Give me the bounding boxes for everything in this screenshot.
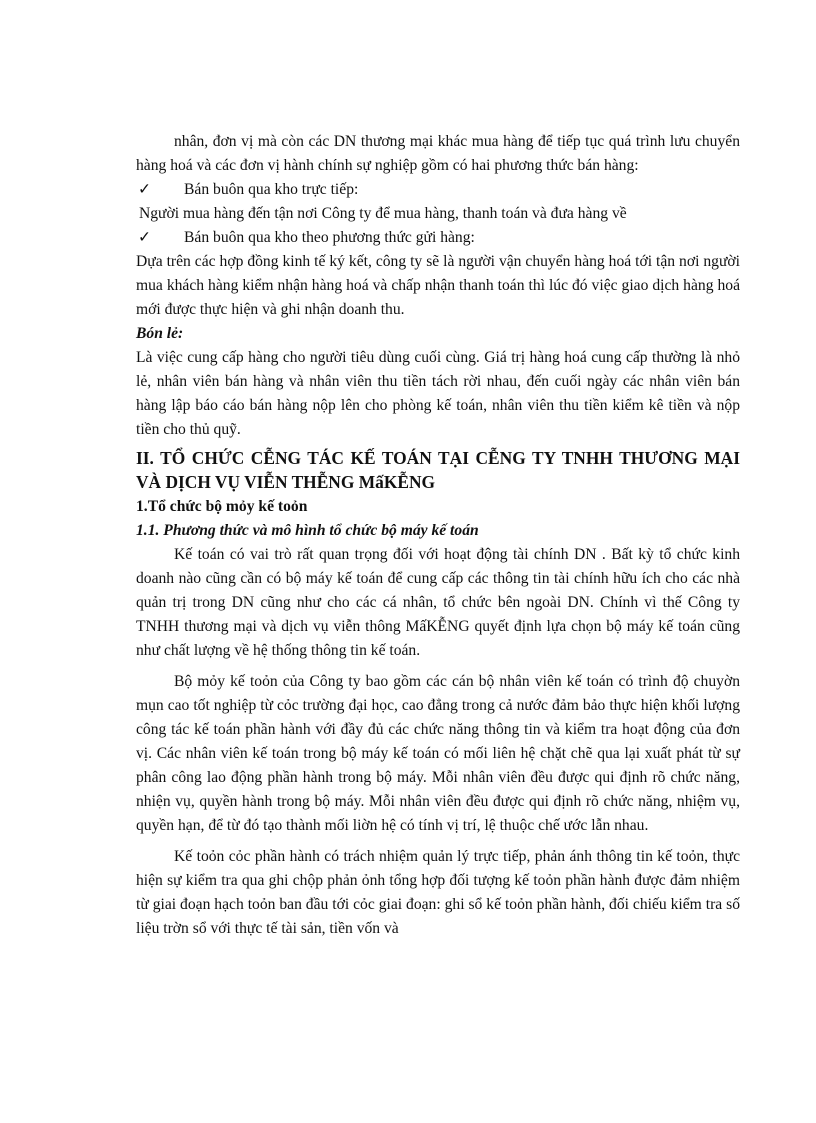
bullet-text: Bán buôn qua kho trực tiếp:: [184, 181, 359, 198]
bullet-item-direct-wholesale: [136, 178, 740, 202]
retail-label: Bón lẻ:: [136, 325, 184, 342]
bullet-text: Bán buôn qua kho theo phương thức gửi hàng:: [184, 229, 475, 246]
paragraph-accounting-role: Kế toán có vai trò rất quan trọng đối với hoạt động tài chính DN . Bất kỳ tổ chức kinh doanh nào cũng cần có bộ máy kế toán để cung cấp các thông tin tài chính hữu ích cho các nhà quản trị trong DN cũng như cho các cá nhân, tổ chức bên ngoài DN. Chính vì thế Công ty TNHH thương mại và dịch vụ viễn thông MấKỄNG quyết định lựa chọn bộ máy kế toán cũng như chất lượng về hệ thống thông tin kế toán.: [136, 546, 740, 659]
paragraph-accounting-staff: Bộ mỏy kế toỏn của Công ty bao gồm các cán bộ nhân viên kế toán có trình độ chuyờn mụn cao tốt nghiệp từ cỏc trường đại học, cao đẳng trong cả nước đảm bảo thực hiện khối lượng công tác kế toán phần hành với đầy đủ các chức năng thông tin và kiểm tra hoạt động của đơn vị. Các nhân viên kế toán trong bộ máy kế toán có mối liên hệ chặt chẽ qua lại xuất phát từ sự phân công lao động phần hành trong bộ máy. Mỗi nhân viên đều được qui định rõ chức năng, nhiện vụ, quyền hành trong bộ máy. Mỗi nhân viên đều được qui định rõ chức năng, nhiệm vụ, quyền hạn, để từ đó tạo thành mối liờn hệ có tính vị trí, lệ thuộc chế ước lẫn nhau.: [136, 673, 740, 834]
subheading-accounting-organization: 1.Tổ chức bộ mỏy kế toỏn: [136, 498, 308, 515]
paragraph-accounting-duties: Kế toỏn cỏc phần hành có trách nhiệm quản lý trực tiếp, phản ánh thông tin kế toỏn, thực hiện sự kiểm tra qua ghi chộp phản ỏnh tổng hợp đối tượng kế toỏn phần hành được đảm nhiệm từ giai đoạn hạch toỏn ban đầu tới cỏc giai đoạn: ghi sổ kế toỏn phần hành, đối chiếu kiểm tra số liệu trờn sổ với thực tế tài sản, tiền vốn và: [136, 848, 740, 937]
section-heading: II. TỔ CHỨC CỄNG TÁC KẾ TOÁN TẠI CỄNG TY TNHH THƯƠNG MẠI VÀ DỊCH VỤ VIỄN THỄNG MấKỄNG: [136, 448, 740, 492]
paragraph-intro: nhân, đơn vị mà còn các DN thương mại khác mua hàng để tiếp tục quá trình lưu chuyển hàng hoá và các đơn vị hành chính sự nghiệp gồm có hai phương thức bán hàng:: [136, 133, 740, 174]
subheading-accounting-model: 1.1. Phương thức và mô hình tổ chức bộ máy kế toán: [136, 522, 479, 539]
paragraph-direct-wholesale: Người mua hàng đến tận nơi Công ty để mua hàng, thanh toán và đưa hàng về: [139, 205, 627, 222]
checkmark-icon: ✓: [138, 181, 152, 198]
document-page: [136, 130, 740, 941]
paragraph-retail: Là việc cung cấp hàng cho người tiêu dùng cuối cùng. Giá trị hàng hoá cung cấp thường là nhỏ lẻ, nhân viên bán hàng và nhân viên thu tiền tách rời nhau, đến cuối ngày các nhân viên bán hàng lập báo cáo bán hàng nộp lên cho phòng kế toán, nhân viên thu tiền kiểm kê tiền và nộp tiền cho thủ quỹ.: [136, 349, 740, 438]
bullet-item-shipping-wholesale: [136, 226, 740, 250]
checkmark-icon: ✓: [138, 229, 152, 246]
paragraph-shipping-wholesale: Dựa trên các hợp đồng kinh tế ký kết, công ty sẽ là người vận chuyển hàng hoá tới tận nơi người mua khách hàng kiểm nhận hàng hoá và chấp nhận thanh toán thì lúc đó việc giao dịch hàng hoá mới được thực hiện và ghi nhận doanh thu.: [136, 253, 740, 318]
